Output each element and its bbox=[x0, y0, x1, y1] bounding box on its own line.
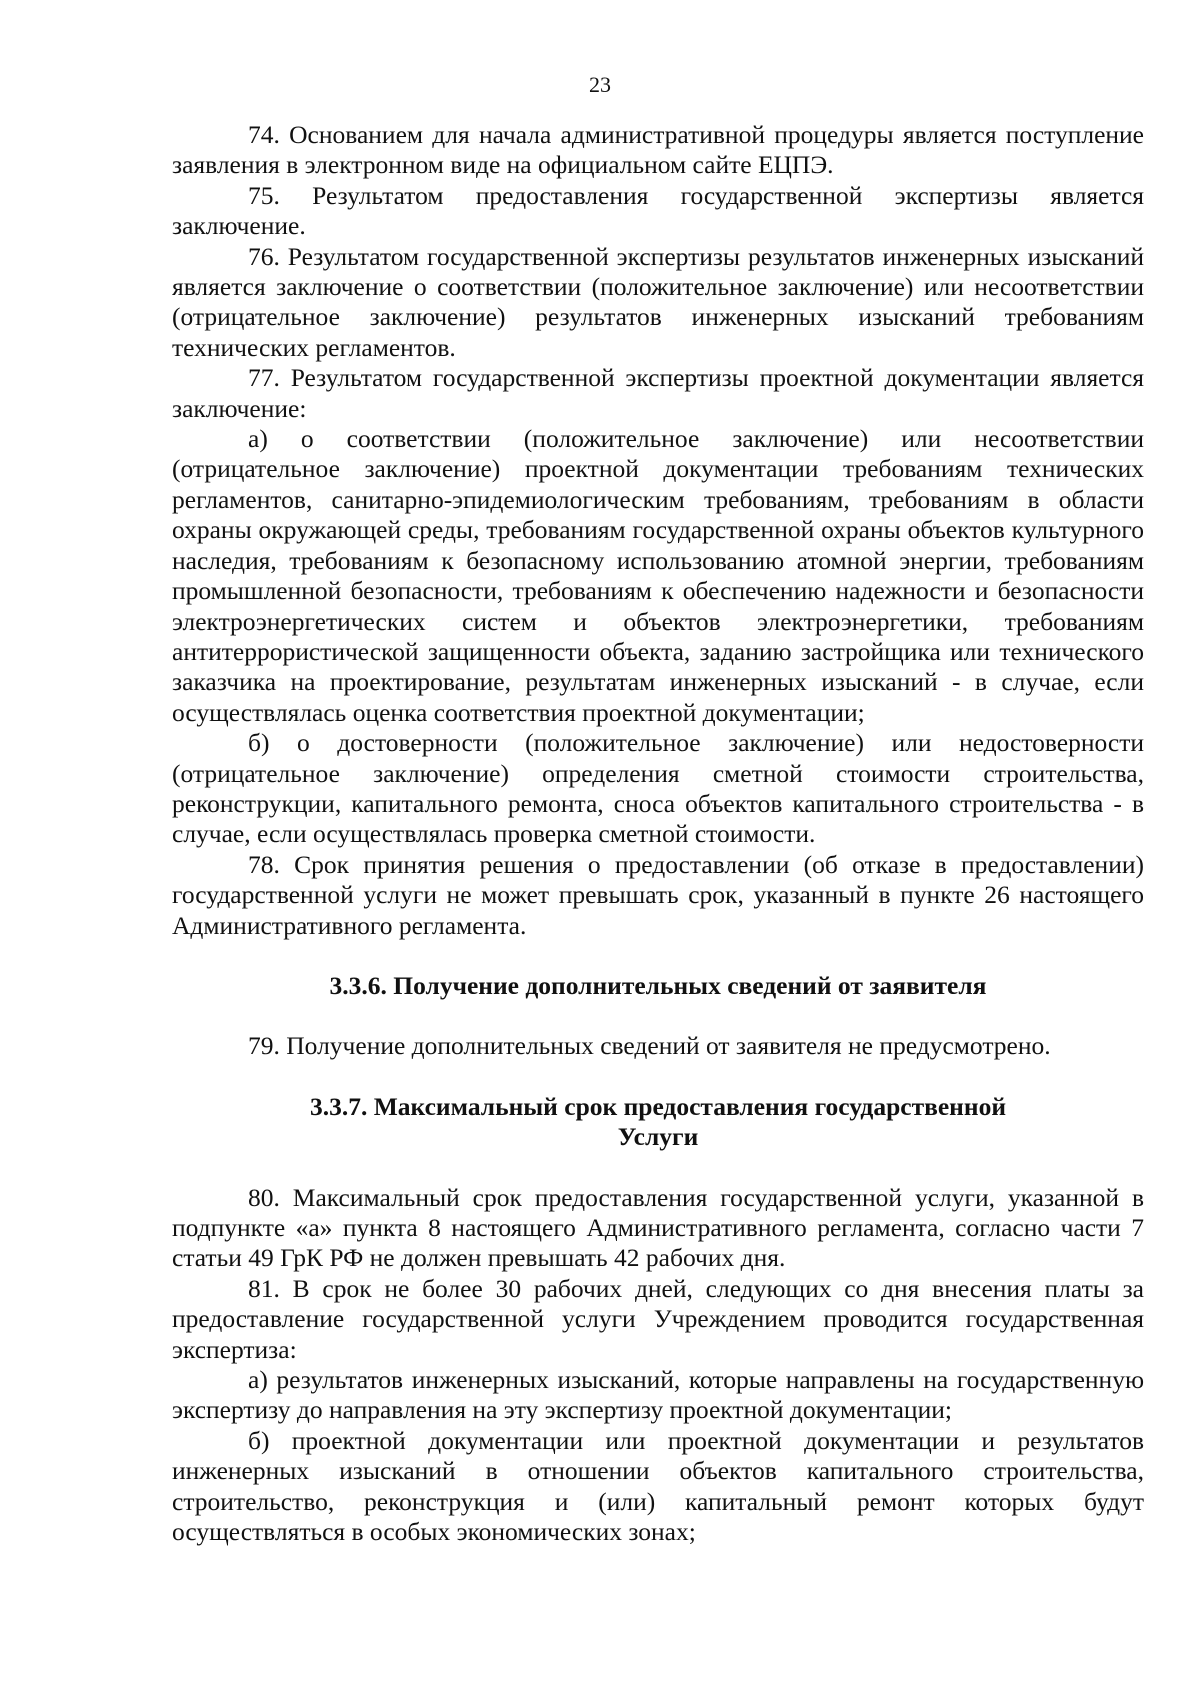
paragraph-76: 76. Результатом государственной экспертизы результатов инженерных изысканий является заключение о соответствии (положительное заключение) или несоответствии (отрицательное заключение) результатов инженерных изысканий требованиям технических регламентов. bbox=[172, 241, 1144, 362]
paragraph-81-a: а) результатов инженерных изысканий, которые направлены на государственную экспертизу до направления на эту экспертизу проектной документации; bbox=[172, 1365, 1144, 1425]
section-heading-3-3-7 bbox=[172, 1092, 1144, 1153]
paragraph-79: 79. Получение дополнительных сведений от заявителя не предусмотрено. bbox=[248, 1031, 1051, 1061]
paragraph-75: 75. Результатом предоставления государственной экспертизы является заключение. bbox=[172, 180, 1144, 241]
paragraph-81: 81. В срок не более 30 рабочих дней, следующих со дня внесения платы за предоставление государственной услуги Учреждением проводится государственная экспертиза: bbox=[172, 1273, 1144, 1364]
paragraph-74: 74. Основанием для начала административной процедуры является поступление заявления в электронном виде на официальном сайте ЕЦПЭ. bbox=[172, 120, 1144, 180]
section-heading-3-3-6: 3.3.6. Получение дополнительных сведений от заявителя bbox=[329, 970, 987, 1000]
paragraph-77-a: а) о соответствии (положительное заключение) или несоответствии (отрицательное заключение) проектной документации требованиям технических регламентов, санитарно-эпидемиологическим требованиям, требованиям в области охраны окружающей среды, требованиям государственной охраны объектов культурного наследия, требованиям к безопасному использованию атомной энергии, требованиям промышленной безопасности, требованиям к обеспечению надежности и безопасности электроэнергетических систем и объектов электроэнергетики, требованиям антитеррористической защищенности объекта, заданию застройщика или технического заказчика на проектирование, результатам инженерных изысканий - в случае, если осуществлялась оценка соответствия проектной документации; bbox=[172, 424, 1144, 727]
paragraph-80: 80. Максимальный срок предоставления государственной услуги, указанной в подпункте «а» пункта 8 настоящего Административного регламента, согласно части 7 статьи 49 ГрК РФ не должен превышать 42 рабочих дня. bbox=[172, 1182, 1144, 1273]
document-body bbox=[172, 120, 1144, 1547]
section-heading-3-3-7-line-2: Услуги bbox=[617, 1122, 699, 1152]
paragraph-77-b: б) о достоверности (положительное заключение) или недостоверности (отрицательное заключение) определения сметной стоимости строительства, реконструкции, капитального ремонта, сноса объектов капитального строительства - в случае, если осуществлялась проверка сметной стоимости. bbox=[172, 728, 1144, 849]
page-number: 23 bbox=[589, 72, 611, 97]
paragraph-81-b: б) проектной документации или проектной документации и результатов инженерных изысканий в отношении объектов капитального строительства, строительство, реконструкция и (или) капитальный ремонт которых будут осуществляться в особых экономических зонах; bbox=[172, 1425, 1144, 1547]
paragraph-78: 78. Срок принятия решения о предоставлении (об отказе в предоставлении) государственной услуги не может превышать срок, указанный в пункте 26 настоящего Административного регламента. bbox=[172, 849, 1144, 940]
paragraph-77: 77. Результатом государственной экспертизы проектной документации является заключение: bbox=[172, 363, 1144, 423]
section-heading-3-3-7-line-1: 3.3.7. Максимальный срок предоставления государственной bbox=[309, 1091, 1007, 1121]
